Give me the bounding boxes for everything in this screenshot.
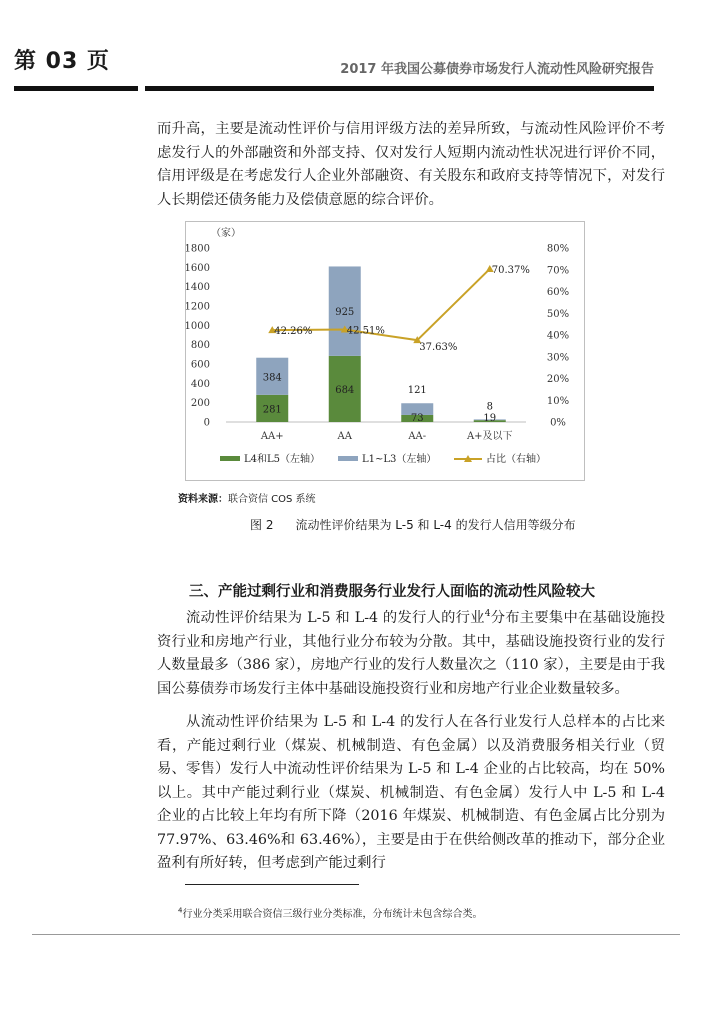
y-left-tick-label: 1000 (186, 320, 210, 332)
page-number-label: 第 03 页 (14, 49, 110, 74)
legend-label-l4l5: L4和L5（左轴） (244, 454, 321, 465)
y-right-tick-label: 30% (546, 352, 570, 364)
legend-label-ratio: 占比（右轴） (486, 454, 546, 465)
y-right-tick-label: 40% (546, 330, 570, 342)
source-label: 资料来源： (178, 494, 228, 505)
data-label-l1l3: 384 (262, 372, 282, 384)
y-left-tick-label: 600 (190, 359, 210, 371)
y-left-tick-label: 400 (190, 378, 210, 390)
header-rule-left (14, 86, 138, 91)
figure-caption (250, 516, 576, 533)
footnote-rule (185, 884, 359, 885)
source-text: 联合资信 COS 系统 (228, 494, 316, 505)
chart-frame (185, 221, 585, 481)
figure-number: 图 2 (250, 518, 274, 532)
header-rule-right (145, 86, 654, 91)
y-left-tick-label: 1600 (186, 262, 210, 274)
x-tick-label: AA- (408, 431, 427, 442)
y-right-tick-label: 60% (546, 287, 570, 298)
stacked-bar-chart (186, 222, 584, 480)
footnote-text: 行业分类采用联合资信三级行业分类标准，分布统计未包含综合类。 (182, 909, 483, 920)
y-left-tick-label: 1400 (186, 282, 210, 294)
ratio-data-label: 42.51% (346, 325, 385, 337)
legend-label-l1l3: L1~L3（左轴） (362, 454, 437, 465)
y-right-tick-label: 50% (546, 308, 570, 320)
paragraph-2-part-1: 流动性评价结果为 L-5 和 L-4 的发行人的行业 (186, 610, 485, 626)
data-label-l1l3: 121 (407, 385, 427, 397)
legend-swatch-l1l3 (338, 456, 358, 461)
data-label-l4l5: 684 (335, 384, 355, 396)
footnote-ref[interactable]: 4 (484, 609, 491, 620)
figure-caption-text: 流动性评价结果为 L-5 和 L-4 的发行人信用等级分布 (295, 518, 576, 532)
y-right-tick-label: 0% (550, 417, 566, 429)
y-left-tick-label: 1200 (186, 301, 210, 313)
footnote-mark: 4 (178, 906, 183, 915)
data-label-l4l5: 19 (483, 413, 497, 424)
paragraph-2 (157, 607, 665, 701)
ratio-data-label: 37.63% (419, 342, 458, 354)
x-tick-label: AA+ (260, 431, 284, 442)
data-label-l1l3: 925 (335, 307, 355, 319)
section-heading: 三、产能过剩行业和消费服务行业发行人面临的流动性风险较大 (189, 584, 595, 600)
paragraph-3: 从流动性评价结果为 L-5 和 L-4 的发行人在各行业发行人总样本的占比来看，产能过剩行业（煤炭、机械制造、有色金属）以及消费服务相关行业（贸易、零售）发行人中流动性评价结果为 L-5 和 L-4 企业的占比较高，均在 50%以上。其中产能过剩行业（煤炭、机械制造、有色金属）发行人中 L-5 和 L-4 企业的占比较上年均有所下降（2016 年煤炭、机械制造、有色金属占比分别为 77.97%、63.46%和 63.46%），主要是由于在供给侧改革的推动下，部分企业盈利有所好转，但考虑到产能过剩行 (157, 714, 665, 871)
source-note (178, 490, 316, 505)
data-label-l4l5: 281 (262, 404, 282, 416)
ratio-data-label: 42.26% (274, 326, 313, 338)
x-tick-label: A+及以下 (466, 431, 513, 442)
ratio-data-label: 70.37% (491, 264, 530, 276)
page-bottom-rule (32, 934, 680, 935)
y-left-tick-label: 200 (190, 398, 210, 410)
y-left-tick-label: 800 (190, 340, 210, 352)
y-right-tick-label: 80% (546, 243, 570, 255)
x-tick-label: AA (337, 431, 352, 442)
data-label-l1l3: 8 (486, 401, 493, 413)
y-left-tick-label: 1800 (186, 243, 210, 255)
y-right-tick-label: 20% (546, 374, 570, 385)
document-title: 2017 年我国公募债券市场发行人流动性风险研究报告 (340, 62, 654, 77)
y-axis-unit-label: （家） (211, 228, 241, 239)
y-left-tick-label: 0 (203, 417, 210, 429)
legend-swatch-l4l5 (220, 456, 240, 461)
y-right-tick-label: 70% (546, 265, 570, 277)
footnote (178, 905, 482, 920)
y-right-tick-label: 10% (546, 395, 570, 407)
paragraph-1: 而升高，主要是流动性评价与信用评级方法的差异所致，与流动性风险评价不考虑发行人的外部融资和外部支持、仅对发行人短期内流动性状况进行评价不同，信用评级是在考虑发行人企业外部融资、有关股东和政府支持等情况下，对发行人长期偿还债务能力及偿债意愿的综合评价。 (157, 121, 665, 208)
paragraph-2-part-2: 分布主要集中在基础设施投资行业和房地产行业，其他行业分布较为分散。其中，基础设施投资行业的发行人数量最多（386 家），房地产行业的发行人数量次之（110 家），主要是由于我国公募债券市场发行主体中基础设施投资行业和房地产行业企业数量较多。 (157, 610, 666, 697)
data-label-l4l5: 73 (410, 413, 424, 424)
